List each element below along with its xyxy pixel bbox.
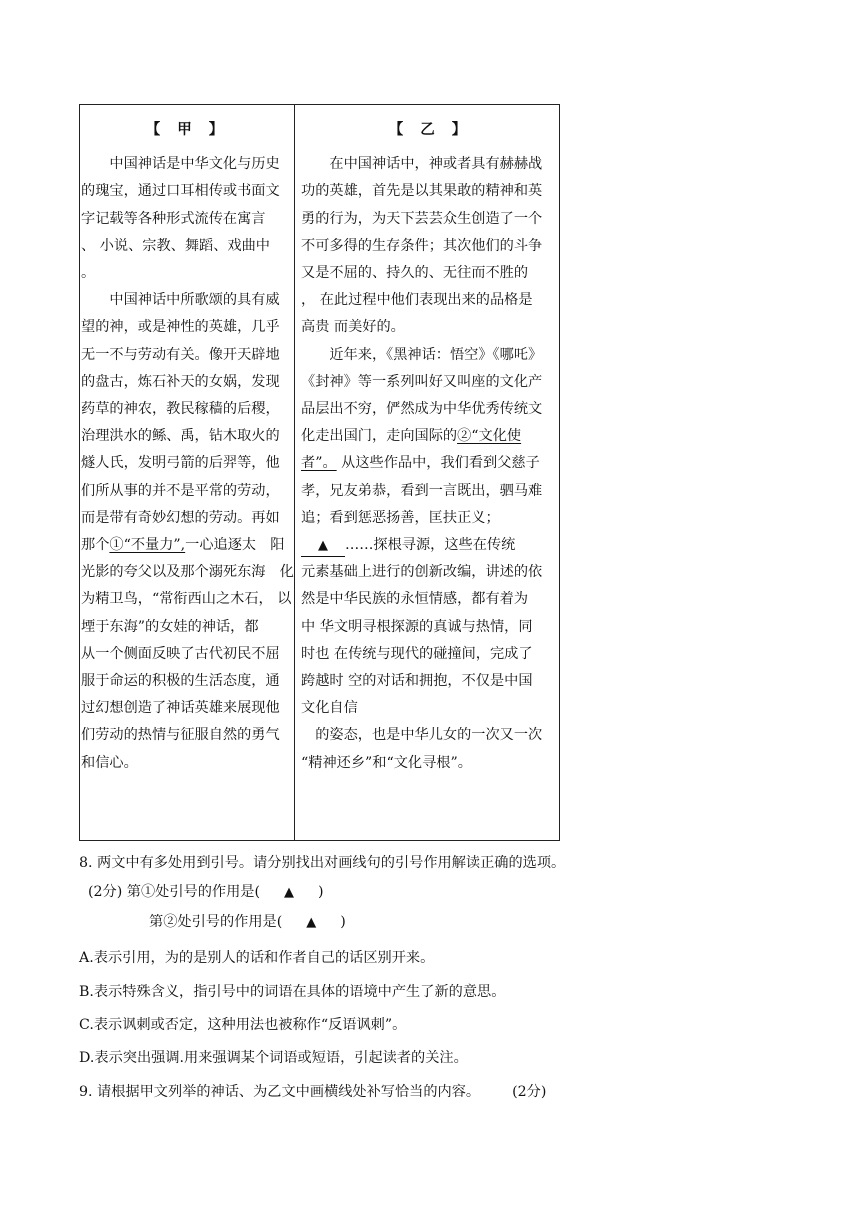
answer-blank-2-icon[interactable]: ▲ (306, 915, 317, 930)
passage-b-line: 追；看到惩恶扬善，匡扶正义； (301, 509, 500, 526)
underlined-phrase-2a: ②“文化使 (457, 428, 522, 445)
passage-b-line: 高贵 而美好的。 (301, 319, 405, 336)
question-8-line-1-prefix: (2分) 第①处引号的作用是( (88, 884, 261, 900)
passage-a-line: 从一个侧面反映了古代初民不屈 (81, 645, 280, 662)
passage-b-line: 元素基础上进行的创新改编，讲述的依 (301, 564, 543, 581)
passage-b-line: 在中国神话中，神或者具有赫赫战 (301, 156, 543, 173)
question-8-stem: 8. 两文中有多处用到引号。请分别找出对画线句的引号作用解读正确的选项。 (79, 855, 566, 871)
question-9-stem: 9. 请根据甲文列举的神话、为乙文中画横线处补写恰当的内容。 (79, 1084, 481, 1100)
passage-a-line: 为精卫鸟，“常衔西山之木石， 以 (81, 591, 292, 608)
passage-a-line: 中国神话是中华文化与历史 (81, 156, 280, 173)
close-paren-2: ) (340, 914, 346, 930)
passage-a-line: 望的神，或是神性的英雄，几乎 (81, 319, 280, 336)
passage-a-line: 和信心。 (81, 754, 138, 771)
passage-a-heading: 【 甲 】 (145, 121, 230, 138)
passage-b-line: 勇的行为，为天下芸芸众生创造了一个 (301, 210, 543, 227)
passage-b-marked-line-2 (301, 450, 560, 477)
underlined-phrase-1: ①“不量力”, (109, 537, 186, 554)
question-9 (79, 1081, 546, 1101)
passage-a-line: 而是带有奇妙幻想的劳动。再如 (81, 509, 280, 526)
passage-b-line-post: 从这些作品中，我们看到父慈子 (336, 455, 540, 472)
option-d: D.表示突出强调.用来强调某个词语或短语，引起读者的关注。 (79, 1050, 468, 1066)
passage-a-line-post: 一心追逐太 阳 (185, 537, 285, 554)
passage-a-line: 。 (81, 265, 96, 282)
passage-a-line: 、 小说、宗教、舞蹈、戏曲中 (81, 237, 270, 254)
passage-b-line: 跨越时 空的对话和拥抱，不仅是中国 (301, 673, 533, 690)
passage-a-line: 燧人氏，发明弓箭的后羿等，他 (81, 455, 280, 472)
passage-a-line: 中国神话中所歌颂的具有威 (81, 292, 280, 309)
passage-b-blank-line (301, 532, 560, 559)
passage-b (295, 105, 560, 840)
passage-b-line: “精神还乡”和“文化寻根”。 (301, 754, 472, 771)
passage-b-line: ， 在此过程中他们表现出来的品格是 (301, 292, 533, 309)
passage-b-line: 不可多得的生存条件；其次他们的斗争 (301, 237, 543, 254)
passage-b-line: 的姿态，也是中华儿女的一次又一次 (301, 727, 543, 744)
option-a: A.表示引用，为的是别人的话和作者自己的话区别开来。 (79, 950, 435, 966)
passage-a-body (81, 151, 294, 777)
passage-b-line: 然是中华民族的永恒情感，都有着为 (301, 591, 529, 608)
passage-a-line: 药草的神农，教民稼穑的后稷， (81, 401, 280, 418)
passage-b-line: 中 华文明寻根探源的真诚与热情，同 (301, 618, 533, 635)
fill-blank-icon[interactable]: ▲ (301, 536, 345, 557)
passage-b-line: 品层出不穷，俨然成为中华优秀传统文 (301, 401, 543, 418)
passage-a-line: 的盘古，炼石补天的女娲，发现 (81, 373, 280, 390)
passage-b-line: 时也 在传统与现代的碰撞间，完成了 (301, 645, 533, 662)
passage-a-line: 堙于东海”的女娃的神话，都 (81, 618, 259, 635)
close-paren-1: ) (318, 884, 324, 900)
question-8-line-2-prefix: 第②处引号的作用是( (149, 914, 283, 930)
passage-b-line: 功的英雄，首先是以其果敢的精神和英 (301, 183, 543, 200)
passage-a (80, 105, 294, 840)
passage-b-line: 《封神》等一系列叫好又叫座的文化产 (301, 373, 543, 390)
option-c: C.表示讽刺或否定，这种用法也被称作“反语讽刺”。 (79, 1017, 407, 1033)
question-8-line-1 (88, 881, 324, 901)
passage-b-line: 孝，兄友弟恭，看到一言既出，驷马难 (301, 482, 543, 499)
passage-b-line: 又是不屈的、持久的、无往而不胜的 (301, 265, 529, 282)
passage-a-line-pre: 那个 (81, 537, 110, 554)
answer-blank-1-icon[interactable]: ▲ (284, 885, 295, 900)
passage-a-line: 服于命运的积极的生活态度，通 (81, 673, 280, 690)
passage-a-line: 们劳动的热情与征服自然的勇气 (81, 727, 280, 744)
passage-a-line: 过幻想创造了神话英雄来展现他 (81, 700, 280, 717)
passage-b-heading: 【 乙 】 (388, 121, 473, 138)
passage-a-line: 治理洪水的鲧、禹，钻木取火的 (81, 428, 280, 445)
passage-a-line: 字记载等各种形式流传在寓言 (81, 210, 266, 227)
passage-table (79, 104, 560, 841)
passage-b-line-pre: 化走出国门，走向国际的 (301, 428, 458, 445)
passage-a-line: 们所从事的并不是平常的劳动， (81, 482, 280, 499)
passage-b-body (301, 151, 560, 777)
passage-a-line: 的瑰宝，通过口耳相传或书面文 (81, 183, 280, 200)
passage-a-line: 无一不与劳动有关。像开天辟地 (81, 346, 280, 363)
passage-b-line-after-blank: ……探根寻源，这些在传统 (345, 537, 516, 554)
question-9-points: (2分) (512, 1084, 547, 1100)
passage-a-line: 光影的夸父以及那个溺死东海 化 (81, 564, 294, 581)
underlined-phrase-2b: 者”。 (301, 455, 337, 472)
option-b: B.表示特殊含义，指引号中的词语在具体的语境中产生了新的意思。 (79, 984, 506, 1000)
passage-b-line: 文化自信 (301, 700, 358, 717)
passage-b-marked-line-1 (301, 423, 560, 450)
passage-b-line: 近年来，《黑神话：悟空》《哪吒》 (301, 346, 543, 363)
passage-a-marked-line (81, 532, 294, 559)
question-8-line-2 (149, 911, 346, 931)
